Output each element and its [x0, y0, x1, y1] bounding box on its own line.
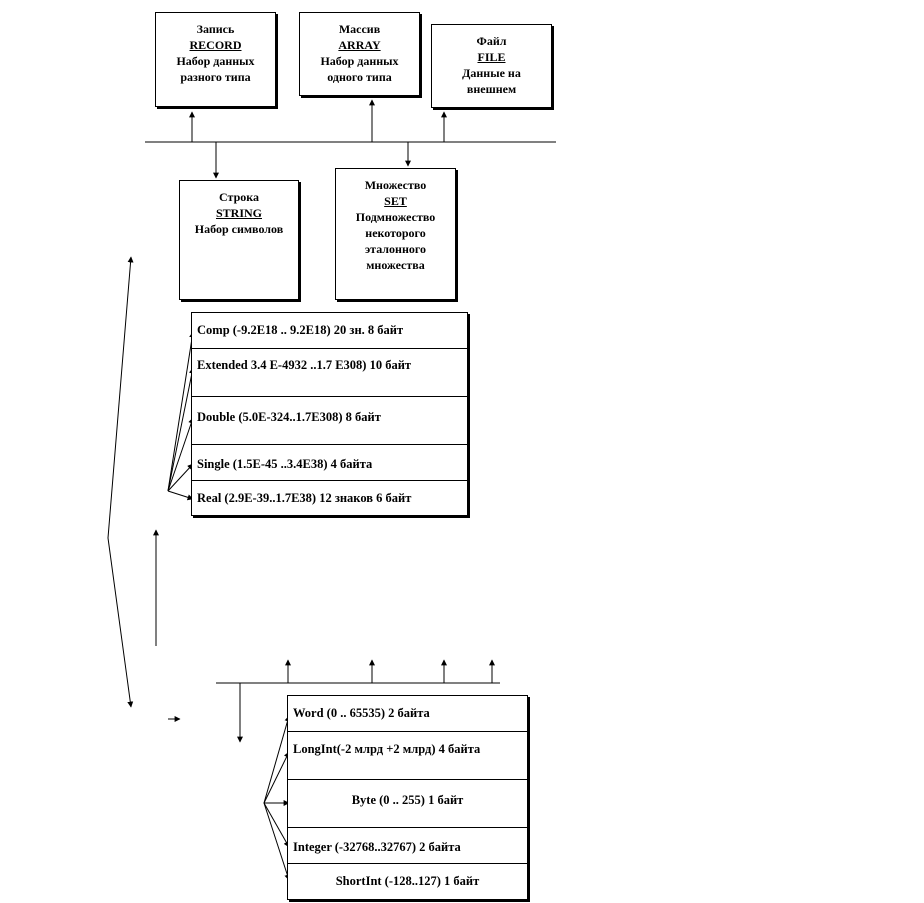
- integer-type-label: Integer (-32768..32767) 2 байта: [293, 840, 461, 854]
- integer-type-label: Byte (0 .. 255) 1 байт: [351, 793, 464, 807]
- real-type-label: Extended 3.4 E-4932 ..1.7 E308) 10 байт: [197, 358, 412, 372]
- record-type-box: [155, 12, 276, 107]
- real-type-label: Real (2.9E-39..1.7E38) 12 знаков 6 байт: [197, 490, 412, 505]
- set-desc-line2: некоторого: [365, 226, 426, 240]
- file-type-box: [431, 24, 552, 108]
- record-desc-line2: разного типа: [180, 70, 251, 84]
- integer-type-label: ShortInt (-128..127) 1 байт: [335, 874, 480, 888]
- real-type-row-extended: [192, 349, 467, 397]
- integer-type-row-shortint: [288, 864, 527, 899]
- long-left-arrow: [108, 257, 131, 707]
- real-type-label: Comp (-9.2E18 .. 9.2E18) 20 зн. 8 байт: [197, 323, 404, 337]
- string-title: Строка: [219, 190, 259, 204]
- array-desc-line2: одного типа: [327, 70, 392, 84]
- file-desc-line1: Данные на: [462, 66, 521, 80]
- integer-type-row-word: [288, 696, 527, 732]
- record-desc-line1: Набор данных: [176, 54, 255, 68]
- set-type-box: [335, 168, 456, 300]
- real-type-label: Single (1.5E-45 ..3.4E38) 4 байта: [197, 457, 373, 471]
- string-code: STRING: [215, 206, 262, 220]
- fan-to-comp: [168, 332, 193, 491]
- file-title: Файл: [476, 34, 507, 48]
- string-desc-line1: Набор символов: [194, 222, 284, 236]
- array-title: Массив: [338, 22, 381, 36]
- integer-type-row-byte: [288, 780, 527, 828]
- file-desc-line2: внешнем: [466, 82, 517, 96]
- real-type-row-comp: [192, 313, 467, 349]
- fan-to-shortint: [264, 803, 289, 880]
- set-code: SET: [384, 194, 407, 208]
- set-title: Множество: [364, 178, 427, 192]
- array-code: ARRAY: [338, 38, 381, 52]
- real-type-row-single: [192, 445, 467, 481]
- real-type-row-real: [192, 481, 467, 515]
- integer-type-label: Word (0 .. 65535) 2 байта: [293, 706, 430, 720]
- real-type-label: Double (5.0E-324..1.7E308) 8 байт: [197, 410, 381, 424]
- integer-types-table: [287, 695, 528, 900]
- integer-type-row-integer: [288, 828, 527, 864]
- record-title: Запись: [196, 22, 235, 36]
- integer-type-row-longint: [288, 732, 527, 780]
- array-desc-line1: Набор данных: [320, 54, 399, 68]
- set-desc-line3: эталонного: [364, 242, 427, 256]
- real-type-row-double: [192, 397, 467, 445]
- integer-type-label: LongInt(-2 млрд +2 млрд) 4 байта: [293, 742, 481, 756]
- string-type-box: [179, 180, 299, 300]
- record-code: RECORD: [189, 38, 242, 52]
- file-code: FILE: [477, 50, 506, 64]
- set-desc-line4: множества: [366, 258, 425, 272]
- real-types-table: [191, 312, 468, 516]
- set-desc-line1: Подмножество: [355, 210, 436, 224]
- array-type-box: [299, 12, 420, 96]
- fan-to-real: [168, 491, 193, 499]
